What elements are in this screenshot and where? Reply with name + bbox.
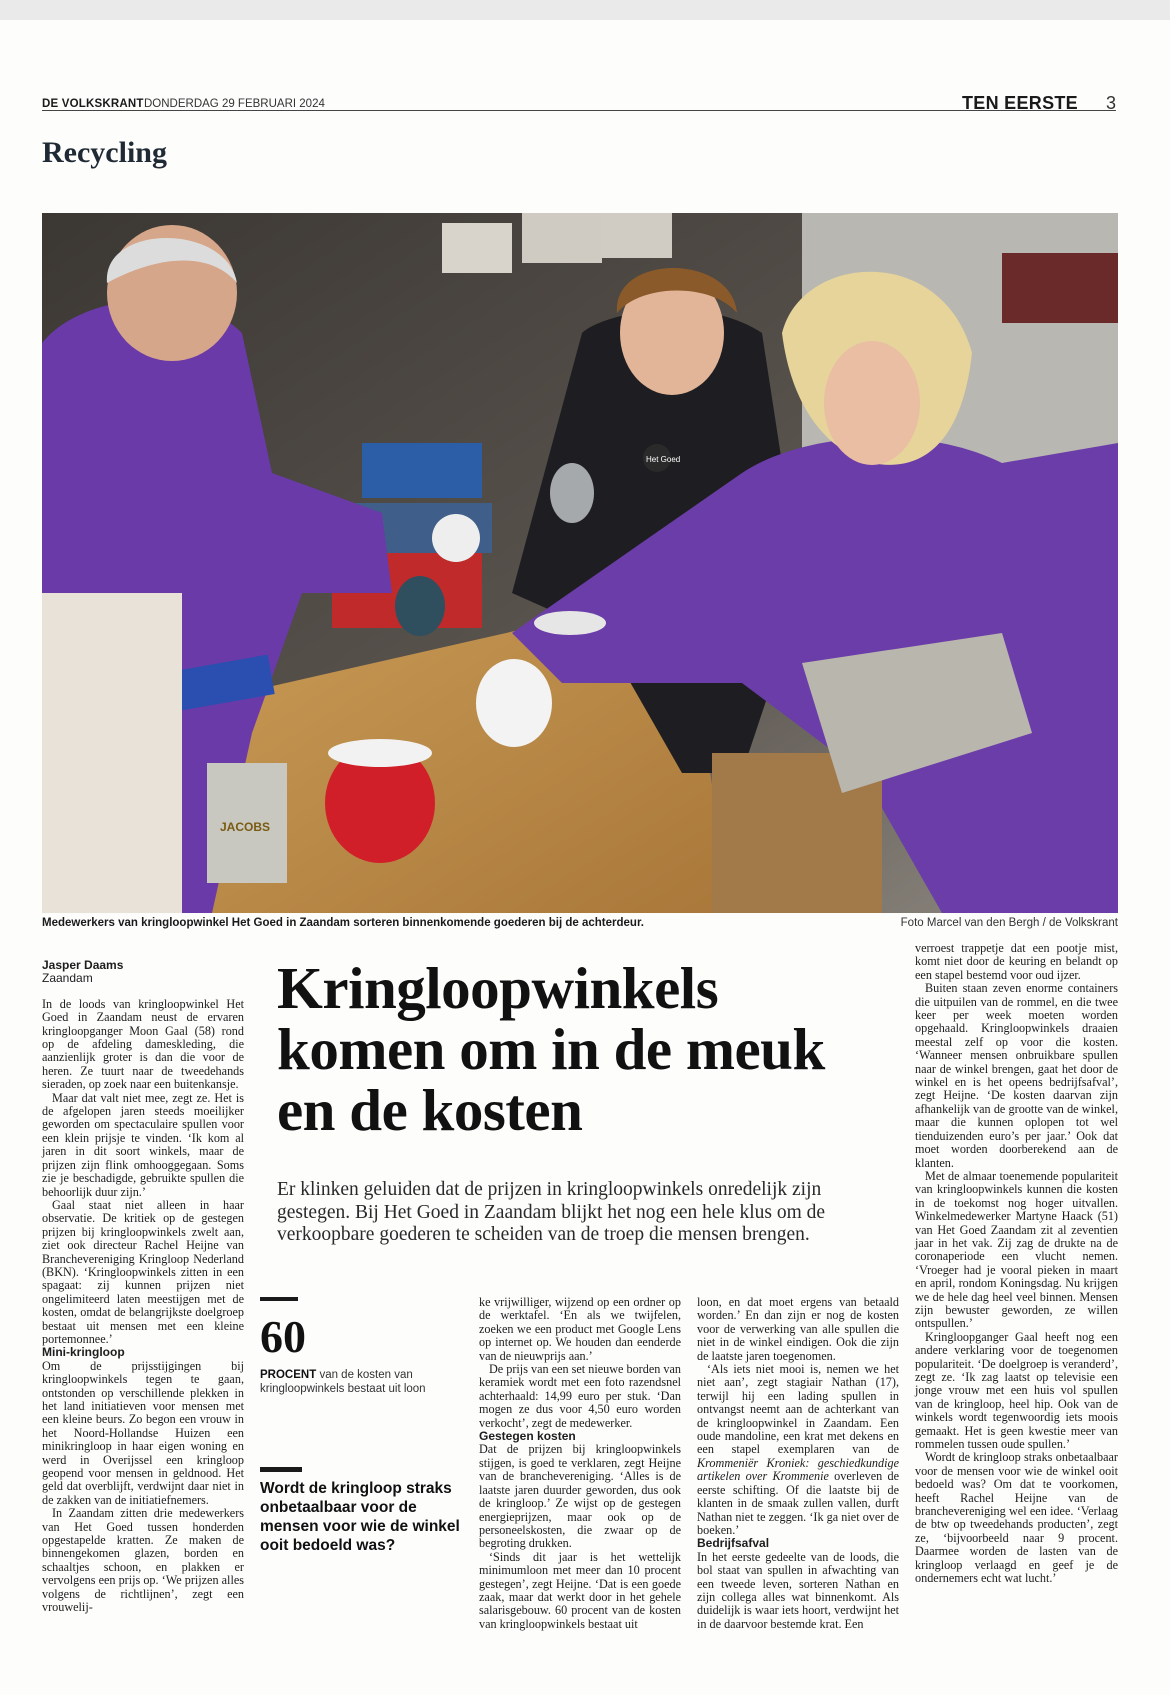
white-cup (476, 659, 552, 747)
paragraph: In de loods van kringloopwinkel Het Goed in Zaandam neust de ervaren kringloopganger Moon Gaal (58) rond op de afdeling dameskleding, die aanzienlijk groter is dan die voor de heren. Ze tuurt naar de tweedehands sieraden, op zoek naar een buitenkansje. (42, 996, 244, 1092)
masthead-section: TEN EERSTE (961, 93, 1078, 113)
photo-credit: Foto Marcel van den Bergh / de Volkskrant (900, 917, 1118, 929)
photo-illustration (42, 213, 1118, 913)
paragraph: In Zaandam zitten drie medewerkers van Het Goed tussen honderden opgestapelde kratten. Ze maken de binnengekomen glazen, borden en schaaltjes schoon, en plakken er vervolgens een prijs op. ‘We prijzen alles volgens de richtlijnen’, zegt een vrouwelij- (42, 1506, 244, 1615)
paragraph: Dat de prijzen bij kringloopwinkels stijgen, is goed te verklaren, zegt Heijne van de branchevereniging. ‘Alles is de laatste jaren duurder geworden, dus ook de kringloop.’ Ze wijst op de gestegen energieprijzen, maar ook op de personeelskosten, die zwaar op de begroting drukken. (479, 1442, 681, 1551)
white-box (42, 593, 182, 913)
newspaper-page (0, 20, 1170, 1695)
article-photo (42, 213, 1118, 913)
blue-crate (362, 443, 482, 498)
masthead-paper-name: DE VOLKSKRANT (42, 98, 144, 110)
byline-place: Zaandam (42, 971, 93, 986)
subheading: Mini-kringloop (42, 1345, 125, 1360)
plates (534, 611, 606, 635)
masthead (42, 76, 1116, 111)
paragraph: In het eerste gedeelte van de loods, die bol staat van spullen in afwachting van een tweede leven, sorteren Nathan en zijn collega alles wat binnenkomt. Als duidelijk is waar iets hoort, verdwijnt het in de daarvoor bestemde krat. Een (697, 1549, 899, 1631)
paragraph: Gaal staat niet alleen in haar observatie. De kritiek op de gestegen prijzen bij kringloopwinkels zwelt aan, ziet ook directeur Rachel Heijne van Branchevereniging Kringloop Nederland (BKN). ‘Kringloopwinkels zitten in een spagaat: zij kunnen prijzen niet ongelimiteerd laten meestijgen met de kosten, omdat de belangrijkste doelgroep bestaat uit mensen met een kleine portemonnee.’ (42, 1197, 244, 1346)
byline-author: Jasper Daams (42, 958, 124, 972)
paragraph: Kringloopganger Gaal heeft nog een andere verklaring voor de toegenomen populariteit. ‘De doelgroep is veranderd’, zegt ze. ‘Ik zag laatst op televisie een jonge vrouw met een huis vol spullen van de kringloop, heel hip. Ook van de winkels wordt tegenwoordig iets moois gemaakt. Het is geen kwestie meer van rommelen tussen oude spullen.’ (915, 1329, 1118, 1452)
column-3 (479, 1296, 681, 1631)
stat-description: PROCENT van de kosten van kringloopwinkels bestaat uit loon (260, 1369, 426, 1395)
paragraph: Om de prijsstijgingen bij kringloopwinkels tegen te gaan, ontstonden op verschillende plekken in het land initiatieven voor mensen met een kleine beurs. Zo begon een vrouw in het Noord-Hollandse Huizen een minikringloop in haar eigen woning en werd in Overijssel een kringloop geopend voor mensen in geldnood. Het geld dat overblijft, verdwijnt daar niet in de zakken van de initiatiefnemers. (42, 1358, 244, 1507)
paragraph: ‘Sinds dit jaar is het wettelijk minimumloon met meer dan 10 procent gestegen’, zegt Heijne. ‘Dat is een goede zaak, maar dat werkt door in het gehele salarisgebouw. 60 procent van de kosten van kringloopwinkels bestaat uit (479, 1549, 681, 1631)
paragraph: Buiten staan zeven enorme containers die uitpuilen van de rommel, en die twee keer per week moeten worden opgehaald. Kringloopwinkels draaien meestal zelf op voor die kosten. ‘Wanneer mensen onbruikbare spullen naar de winkel brengen, gaat het door de winkel en is het opeens bedrijfsafval’, zegt Heijne. ‘De kosten daarvan zijn afhankelijk van de grootte van de winkel, maar die kunnen oplopen tot wel tienduizenden euro’s per jaar.’ Ook dat moet worden doorberekend aan de klanten. (915, 981, 1118, 1170)
paragraph: ‘Als iets niet mooi is, nemen we het niet aan’, zegt stagiair Nathan (17), terwijl hij een lading spullen in ontvangst neemt aan de achterkant van de kringloopwinkel in Zaandam. Een oude mandoline, een krat met dekens en een stapel exemplaren van de Krommeniër Kroniek: geschiedkundige artikelen over Krommenie overleven de eerste schifting. Of die laatste bij de klanten in de smaak zullen vallen, durft Nathan niet te zeggen. ‘Ik ga niet over de boeken.’ (697, 1362, 899, 1537)
teal-glass (395, 576, 445, 636)
paragraph: ke vrijwilliger, wijzend op een ordner op de werktafel. ‘En als we twijfelen, zoeken we een product met Google Lens op internet op. We houden dan eenderde van de nieuwprijs aan.’ (479, 1295, 681, 1363)
column-5 (915, 942, 1118, 1586)
quote-rule (260, 1467, 302, 1472)
stat-rule (260, 1297, 298, 1301)
paragraph: Met de almaar toenemende populariteit van kringloopwinkels kunnen die kosten in de toekomst nog hoger uitvallen. Winkelmedewerker Martyne Haack (51) van Het Goed Zaandam zit al zeventien jaar in het vak. Zij zag de drukte na de coronaperiode een vlucht nemen. ‘Vroeger had je vooral pieken in maart en april, rondom Koningsdag. Nu krijgen we de hele dag heel veel binnen. Mensen zijn bewuster geworden, ze willen ontspullen.’ (915, 1168, 1118, 1331)
headline: Kringloopwinkels komen om in de meuk en de kosten (277, 955, 825, 1143)
section-kicker: Recycling (42, 136, 167, 169)
column-4 (697, 1296, 899, 1631)
het-goed-badge: Het Goed (646, 455, 681, 464)
paragraph: verroest trappetje dat een pootje mist, komt niet door de keuring en belandt op een stapel bestemd voor oud ijzer. (915, 941, 1118, 982)
column-1 (42, 959, 244, 1615)
stat-number: 60 (260, 1311, 306, 1362)
photo-caption: Medewerkers van kringloopwinkel Het Goed in Zaandam sorteren binnenkomende goederen bij de achterdeur. (42, 917, 644, 929)
subheading: Gestegen kosten (479, 1429, 576, 1444)
paragraph: loon, en dat moet ergens van betaald worden.’ En dan zijn er nog de kosten voor de verwerking van alle spullen die niet in de winkel eindigen. Ook die zijn de laatste jaren toegenomen. (697, 1295, 899, 1363)
package-label: JACOBS (220, 820, 271, 834)
intro-paragraph: Er klinken geluiden dat de prijzen in kringloopwinkels onredelijk zijn gestegen. Bij Het Goed in Zaandam blijkt het nog een hele klus om de verkoopbare goederen te scheiden van de troep die mensen brengen. (277, 1179, 826, 1246)
pull-quote: Wordt de kringloop straks onbetaalbaar voor de mensen voor wie de winkel ooit bedoeld was? (260, 1480, 460, 1554)
paragraph: Wordt de kringloop straks onbetaalbaar voor de mensen voor wie de winkel ooit bedoeld was? Om dat te voorkomen, heeft Rachel Heijne van de branchevereniging wel een idee. ‘Verlaag de btw op tweedehands producten’, zegt ze, ‘bijvoorbeeld naar 9 procent. Daarmee worden de lasten van de kringloop verlaagd en geef je de ondernemers echt wat lucht.’ (915, 1450, 1118, 1586)
paragraph: Maar dat valt niet mee, zegt ze. Het is de afgelopen jaren steeds moeilijker geworden om spectaculaire spullen voor een klein prijsje te vinden. ‘Ik kom al jaren in dit soort winkels, maar de prijzen zijn flink omhooggegaan. Soms zie je beschadigde, gebruikte spullen die behoorlijk duur zijn.’ (42, 1090, 244, 1199)
paragraph: De prijs van een set nieuwe borden van keramiek wordt met een foto razendsnel achterhaald: 14,99 euro per stuk. ‘Dan mogen ze dus voor 4,50 euro worden verkocht’, zegt de medewerker. (479, 1362, 681, 1430)
masthead-page-number: 3 (1105, 93, 1116, 113)
subheading: Bedrijfsafval (697, 1536, 770, 1551)
masthead-date: DONDERDAG 29 FEBRUARI 2024 (144, 98, 325, 110)
